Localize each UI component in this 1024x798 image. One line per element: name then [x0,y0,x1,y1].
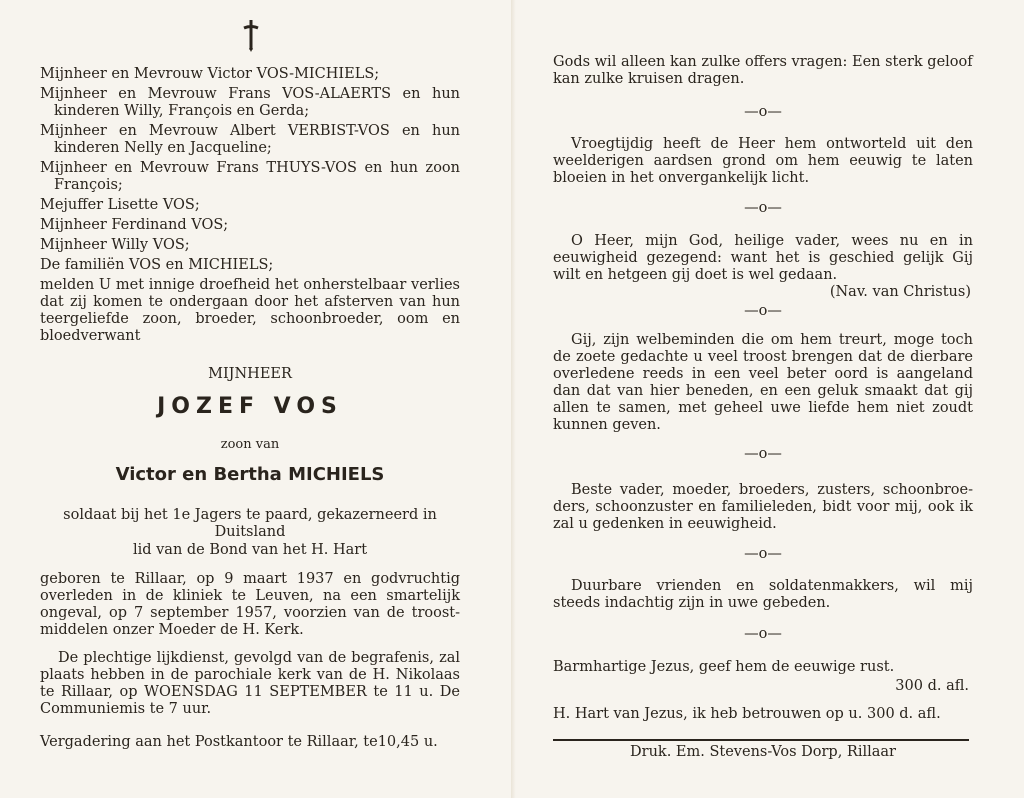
divider-rule [553,739,969,741]
paragraph-5: Duurbare vrienden en soldatenmakkers, wil mij steeds indachtig zijn in uwe gebeden. [553,578,973,611]
cross-icon [241,18,261,52]
relative-line: Mijnheer Willy VOS; [40,237,190,253]
prayer-2: H. Hart van Jezus, ik heb betrouwen op u. 300 d. afl. [553,706,941,722]
paragraph-2-source: (Nav. van Christus) [829,284,971,300]
prayer-1: Barmhartige Jezus, geef hem de eeuwige rust. [553,659,895,675]
separator: —o— [744,104,782,120]
opening-verse: Gods wil alleen kan zulke offers vragen: Een sterk geloof kan zulke kruisen dragen. [553,54,973,87]
honorific: MIJNHEER [208,366,292,382]
relative-line: Mijnheer Ferdinand VOS; [40,217,229,233]
member-text: lid van de Bond van het H. Hart [132,542,368,558]
card-fold [511,0,519,798]
paragraph-3: Gij, zijn welbeminden die om hem treurt, moge toch de zoete gedachte u veel troost brengen dat de dierbare overledene reeds in een veel beter oord is aangeland dan dat van hier beneden, en een geluk smaakt dat gij allen te samen, met geheel uwe liefde hem niet zoudt kunnen geven. [553,332,973,433]
relative-line: De familiën VOS en MICHIELS; [40,257,274,273]
paragraph-1: Vroegtijdig heeft de Heer hem ontworteld uit den weelderigen aardsen grond om hem eeuwig te laten bloeien in het onvergankelijk licht. [553,136,973,186]
paragraph-2: O Heer, mijn God, heilige vader, wees nu en in eeuwigheid gezegend: want het is geschied gelijk Gij wilt en hetgeen gij doet is wel gedaan. [553,233,973,283]
relative-line: Mejuffer Lisette VOS; [40,197,200,213]
relative-line: Mijnheer en Mevrouw Frans THUYS-VOS en hun zoon François; [40,160,460,193]
separator: —o— [744,303,782,319]
birth-death-text: geboren te Rillaar, op 9 maart 1937 en godvruchtig overleden in de kliniek te Leuven, na een smartelijk ongeval, op 7 september 1957, voorzien van de troost-middelen onzer Moeder de H. Kerk. [40,571,460,638]
soldier-text: soldaat bij het 1e Jagers te paard, gekazerneerd in Duitsland [63,507,437,540]
relative-line: Mijnheer en Mevrouw Frans VOS-ALAERTS en hun kinderen Willy, François en Gerda; [40,86,460,119]
relative-line: Mijnheer en Mevrouw Victor VOS-MICHIELS; [40,66,380,82]
meeting-text: Vergadering aan het Postkantoor te Rillaar, te10,45 u. [40,734,438,750]
funeral-text: De plechtige lijkdienst, gevolgd van de begrafenis, zal plaats hebben in de parochiale kerk van de H. Nikolaas te Rillaar, op WOENSDAG 11 SEPTEMBER te 11 u. De Communiemis te 7 uur. [40,650,460,717]
relatives-list [40,66,460,345]
paragraph-4: Beste vader, moeder, broeders, zusters, schoonbroe-ders, schoonzuster en familieleden, bidt voor mij, ook ik zal u gedenken in eeuwigheid. [553,482,973,532]
parents-name: Victor en Bertha MICHIELS [115,464,385,485]
announcement: melden U met innige droefheid het onherstelbaar verlies dat zij komen te ondergaan door het afsterven van hun teergeliefde zoon, broeder, schoonbroeder, oom en bloedverwant [40,277,460,344]
relative-line: Mijnheer en Mevrouw Albert VERBIST-VOS en hun kinderen Nelly en Jacqueline; [40,123,460,156]
printer-line: Druk. Em. Stevens-Vos Dorp, Rillaar [630,744,896,760]
separator: —o— [744,626,782,642]
son-of: zoon van [220,437,280,452]
separator: —o— [744,546,782,562]
separator: —o— [744,446,782,462]
separator: —o— [744,200,782,216]
prayer-1-indulgence: 300 d. afl. [895,678,969,694]
deceased-name: JOZEF VOS [157,394,343,419]
